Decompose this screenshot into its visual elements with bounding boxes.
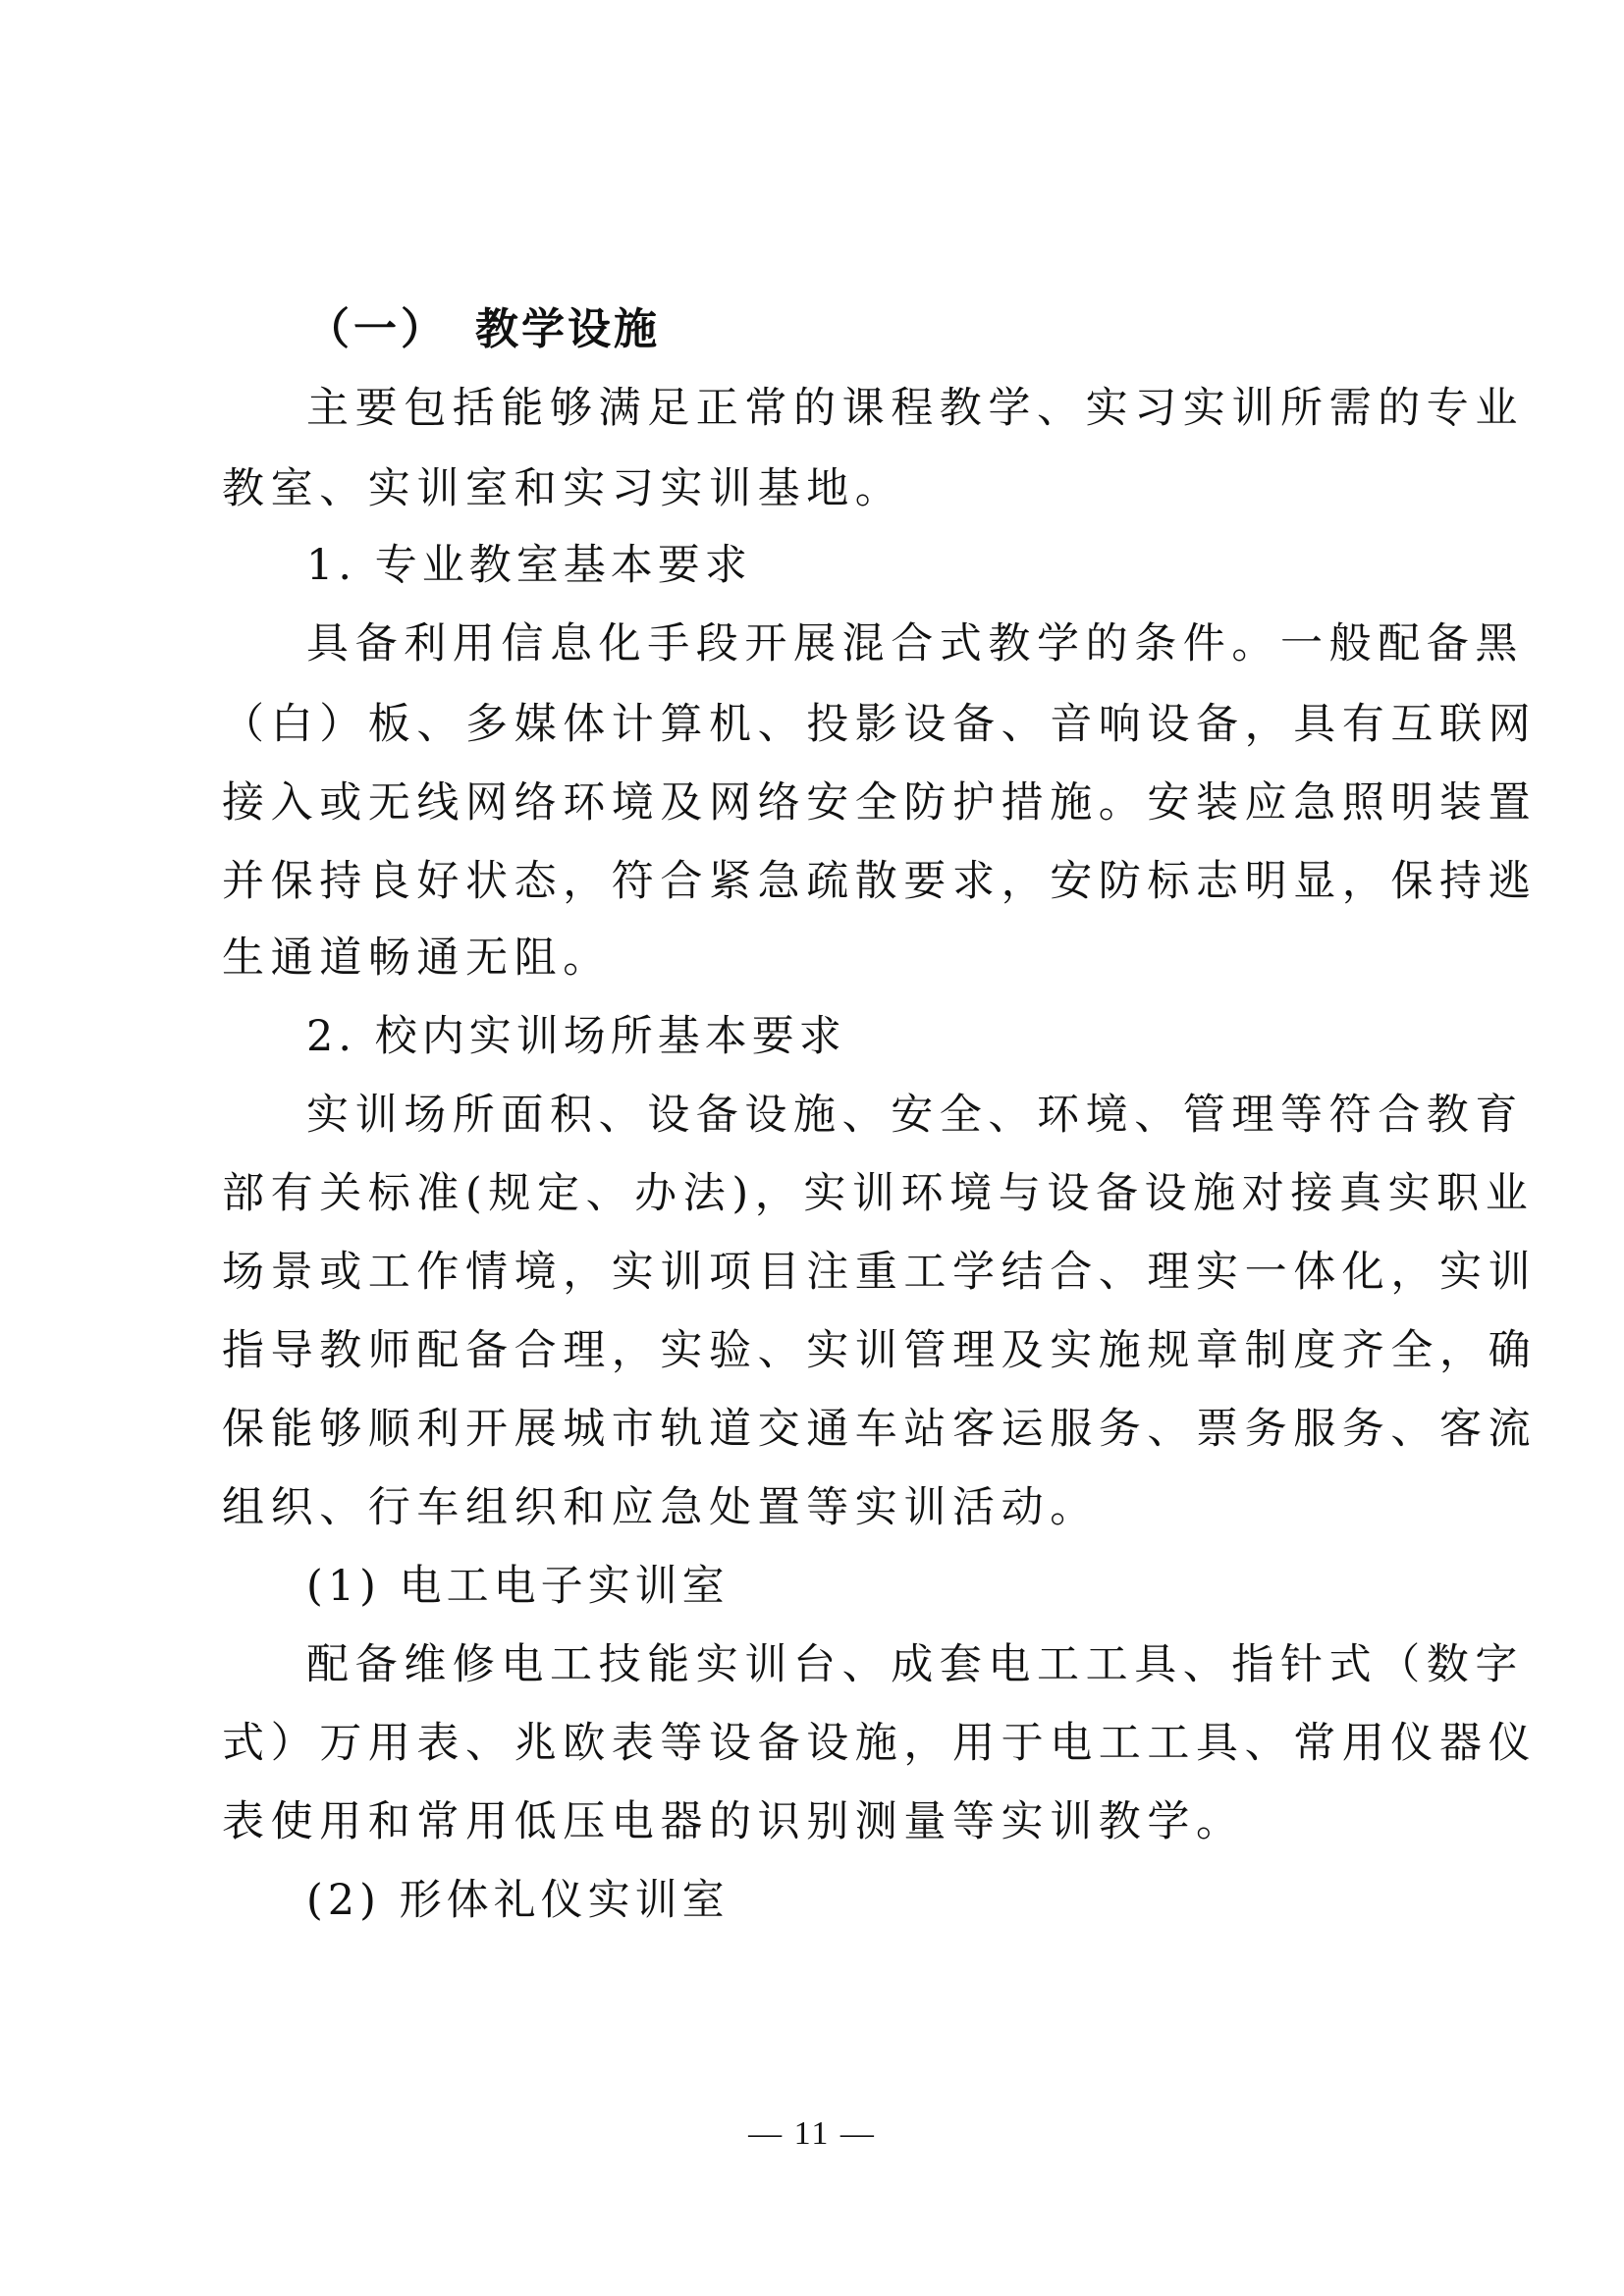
subsection-heading: 1. 专业教室基本要求 <box>306 541 752 590</box>
paragraph-line: 表使用和常用低压电器的识别测量等实训教学。 <box>222 1797 1245 1846</box>
subsection-heading: (1) 电工电子实训室 <box>306 1562 730 1611</box>
section-title: 教学设施 <box>475 304 660 354</box>
subsection-heading: 2. 校内实训场所基本要求 <box>306 1012 846 1061</box>
paragraph-line: 具备利用信息化手段开展混合式教学的条件。一般配备黑 <box>306 619 1524 668</box>
paragraph-line: 保能够顺利开展城市轨道交通车站客运服务、票务服务、客流 <box>222 1405 1538 1454</box>
paragraph-line: 实训场所面积、设备设施、安全、环境、管理等符合教育 <box>306 1091 1524 1140</box>
paragraph-line: 教室、实训室和实习实训基地。 <box>222 464 904 513</box>
section-number: （一） <box>306 304 448 354</box>
paragraph-line: （白）板、多媒体计算机、投影设备、音响设备，具有互联网 <box>222 700 1538 749</box>
paragraph-line: 生通道畅通无阻。 <box>222 934 612 983</box>
paragraph-line: 式）万用表、兆欧表等设备设施，用于电工工具、常用仪器仪 <box>222 1719 1538 1768</box>
subsection-heading: (2) 形体礼仪实训室 <box>306 1876 730 1925</box>
paragraph-line: 组织、行车组织和应急处置等实训活动。 <box>222 1483 1099 1532</box>
paragraph-line: 配备维修电工技能实训台、成套电工工具、指针式（数字 <box>306 1640 1524 1689</box>
paragraph-line: 指导教师配备合理，实验、实训管理及实施规章制度齐全，确 <box>222 1326 1538 1375</box>
page-number: — 11 — <box>748 2115 876 2152</box>
paragraph-line: 接入或无线网络环境及网络安全防护措施。安装应急照明装置 <box>222 778 1538 828</box>
paragraph-line: 部有关标准(规定、办法)，实训环境与设备设施对接真实职业 <box>222 1169 1535 1218</box>
paragraph-line: 主要包括能够满足正常的课程教学、实习实训所需的专业 <box>306 384 1524 433</box>
paragraph-line: 并保持良好状态，符合紧急疏散要求，安防标志明显，保持逃 <box>222 857 1538 906</box>
paragraph-line: 场景或工作情境，实训项目注重工学结合、理实一体化，实训 <box>222 1248 1538 1297</box>
section-heading <box>306 300 660 359</box>
